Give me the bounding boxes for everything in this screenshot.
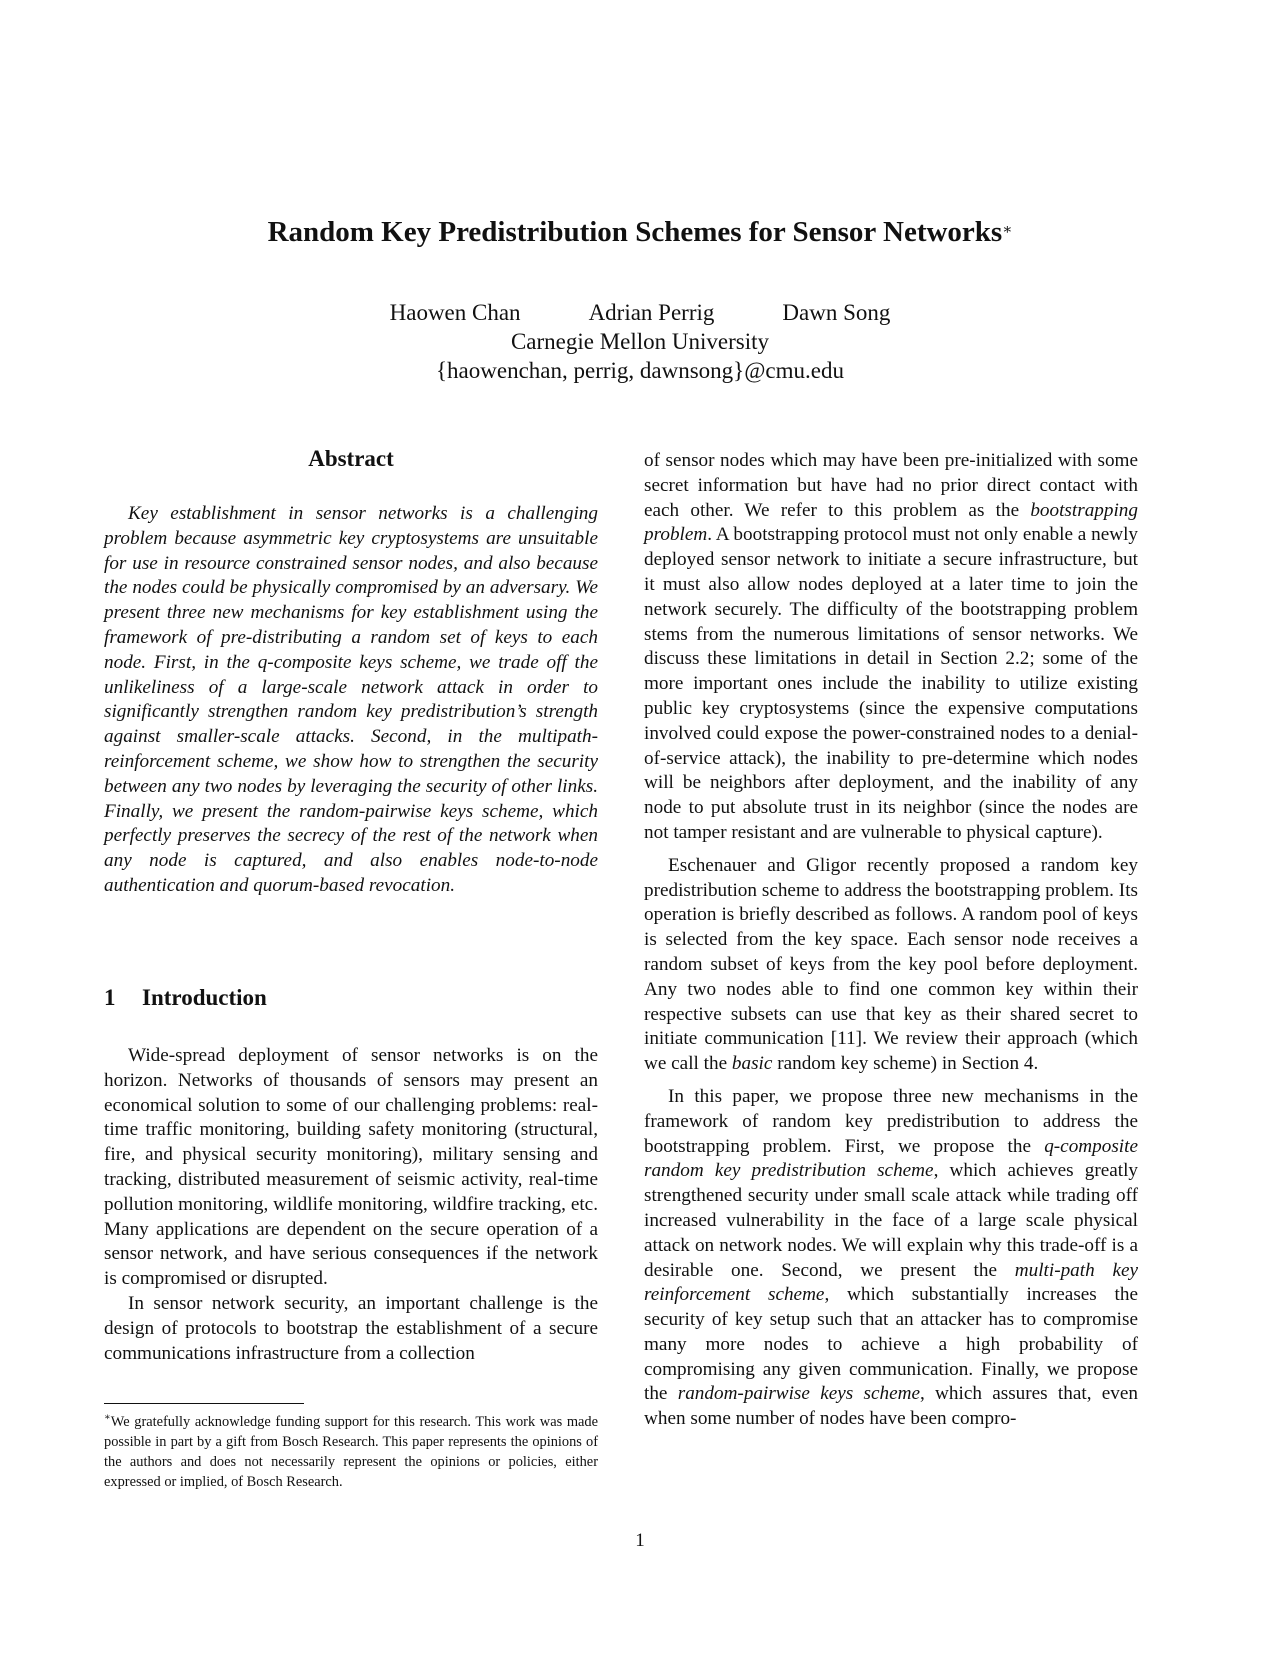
text-run: , which substantially increases the security of key setup such that an attacker has to compromise many more nodes to achieve a high probability of compromising any given communication. Finally, we propose the [644, 1284, 1138, 1405]
emphasis-text: multi-path key reinforcement scheme [644, 1259, 1138, 1306]
section-title: Introduction [142, 985, 267, 1010]
text-run: random key scheme) in Section 4. [772, 1053, 1039, 1075]
paper-title [0, 214, 1280, 250]
emphasis-text: random-pairwise keys scheme [677, 1383, 920, 1405]
abstract-paragraph: Key establishment in sensor networks is a challenging problem because asymmetric key cryptosystems are unsuitable for use in resource constrained sensor nodes, and also because the nodes could be physically compromised by an adversary. We present three new mechanisms for key establishment using the framework of pre-distributing a random set of keys to each node. First, in the q-composite keys scheme, we trade off the unlikeliness of a large-scale network attack in order to significantly strengthen random key predistribution’s strength against smaller-scale attacks. Second, in the multipath-reinforcement scheme, we show how to strengthen the security between any two nodes by leveraging the security of other links. Finally, we present the random-pairwise keys scheme, which perfectly preserves the secrecy of the rest of the network when any node is captured, and also enables node-to-node authentication and quorum-based revocation. [104, 503, 598, 896]
emphasis-text: basic [731, 1053, 773, 1075]
text-run: of sensor nodes which may have been pre-initialized with some secret information but have had no prior direct contact with each other. We refer to this problem as the [644, 450, 1138, 521]
text-run: Eschenauer and Gligor recently proposed a random key predistribution scheme to address the bootstrapping problem. Its operation is briefly described as follows. A random pool of keys is selected from the key space. Each sensor node receives a random subset of keys from the key pool before deployment. Any two nodes able to find one common key within their respective subsets can use that key as their shared secret to initiate communication [11]. We review their approach (which we call the [644, 854, 1138, 1075]
footnote-mark: ∗ [104, 1412, 111, 1423]
title-footnote-mark: ∗ [1002, 222, 1013, 238]
body-paragraph: In sensor network security, an important challenge is the design of protocols to bootstrap the establishment of a secure communications infrastructure from a collection [104, 1292, 598, 1364]
author-name: Adrian Perrig [588, 300, 715, 325]
footnote [104, 1408, 598, 1492]
body-paragraph [644, 449, 1138, 846]
text-run: , which achieves greatly strengthened security under small scale attack while trading off increased vulnerability in the face of a large scale physical attack on network nodes. We will explain why this trade-off is a desirable one. Second, we present the [644, 1160, 1138, 1281]
introduction-body [104, 1044, 598, 1366]
emphasis-text: q-composite random key predistribution scheme [644, 1135, 1138, 1182]
footnote-rule [104, 1403, 304, 1404]
body-paragraph [644, 854, 1138, 1077]
page-number: 1 [635, 1530, 645, 1551]
footnote-text: We gratefully acknowledge funding support for this research. This work was made possible in part by a gift from Bosch Research. This paper represents the opinions of the authors and does not necessarily represent the opinions or policies, either expressed or implied, of Bosch Research. [104, 1413, 598, 1490]
section-number: 1 [104, 985, 116, 1010]
text-run: , which assures that, even when some number of nodes have been compro- [644, 1383, 1138, 1430]
body-paragraph [644, 1085, 1138, 1432]
emphasis-text: bootstrapping problem [644, 499, 1138, 546]
author-emails: {haowenchan, perrig, dawnsong}@cmu.edu [436, 358, 844, 383]
abstract-heading: Abstract [308, 446, 394, 471]
author-name: Dawn Song [782, 300, 891, 325]
title-text: Random Key Predistribution Schemes for Sensor Networks [267, 216, 1003, 248]
text-run: . A bootstrapping protocol must not only enable a newly deployed sensor network to initiate a secure infrastructure, but it must also allow nodes deployed at a later time to join the network securely. The difficulty of the bootstrapping problem stems from the numerous limitations of sensor networks. We discuss these limitations in detail in Section 2.2; some of the more important ones include the inability to utilize existing public key cryptosystems (since the expensive computations involved could expose the power-constrained nodes to a denial-of-service attack), the inability to pre-determine which nodes will be neighbors after deployment, and the inability of any node to put absolute trust in its neighbor (since the nodes are not tamper resistant and are vulnerable to physical capture). [644, 524, 1138, 843]
author-block [0, 298, 1280, 385]
abstract-body [104, 502, 598, 899]
text-run: In this paper, we propose three new mechanisms in the framework of random key predistribution to address the bootstrapping problem. First, we propose the [644, 1085, 1138, 1157]
author-names [0, 298, 1280, 327]
body-paragraph: Wide-spread deployment of sensor networks is on the horizon. Networks of thousands of sensors may present an economical solution to some of our challenging problems: real-time traffic monitoring, building safety monitoring (structural, fire, and physical security monitoring), military sensing and tracking, distributed measurement of seismic activity, real-time pollution monitoring, wildlife monitoring, wildfire tracking, etc. Many applications are dependent on the secure operation of a sensor network, and have serious consequences if the network is compromised or disrupted. [104, 1045, 598, 1290]
section-heading-introduction [104, 985, 267, 1011]
affiliation: Carnegie Mellon University [510, 329, 770, 354]
right-column [644, 449, 1138, 1440]
author-name: Haowen Chan [389, 300, 521, 325]
